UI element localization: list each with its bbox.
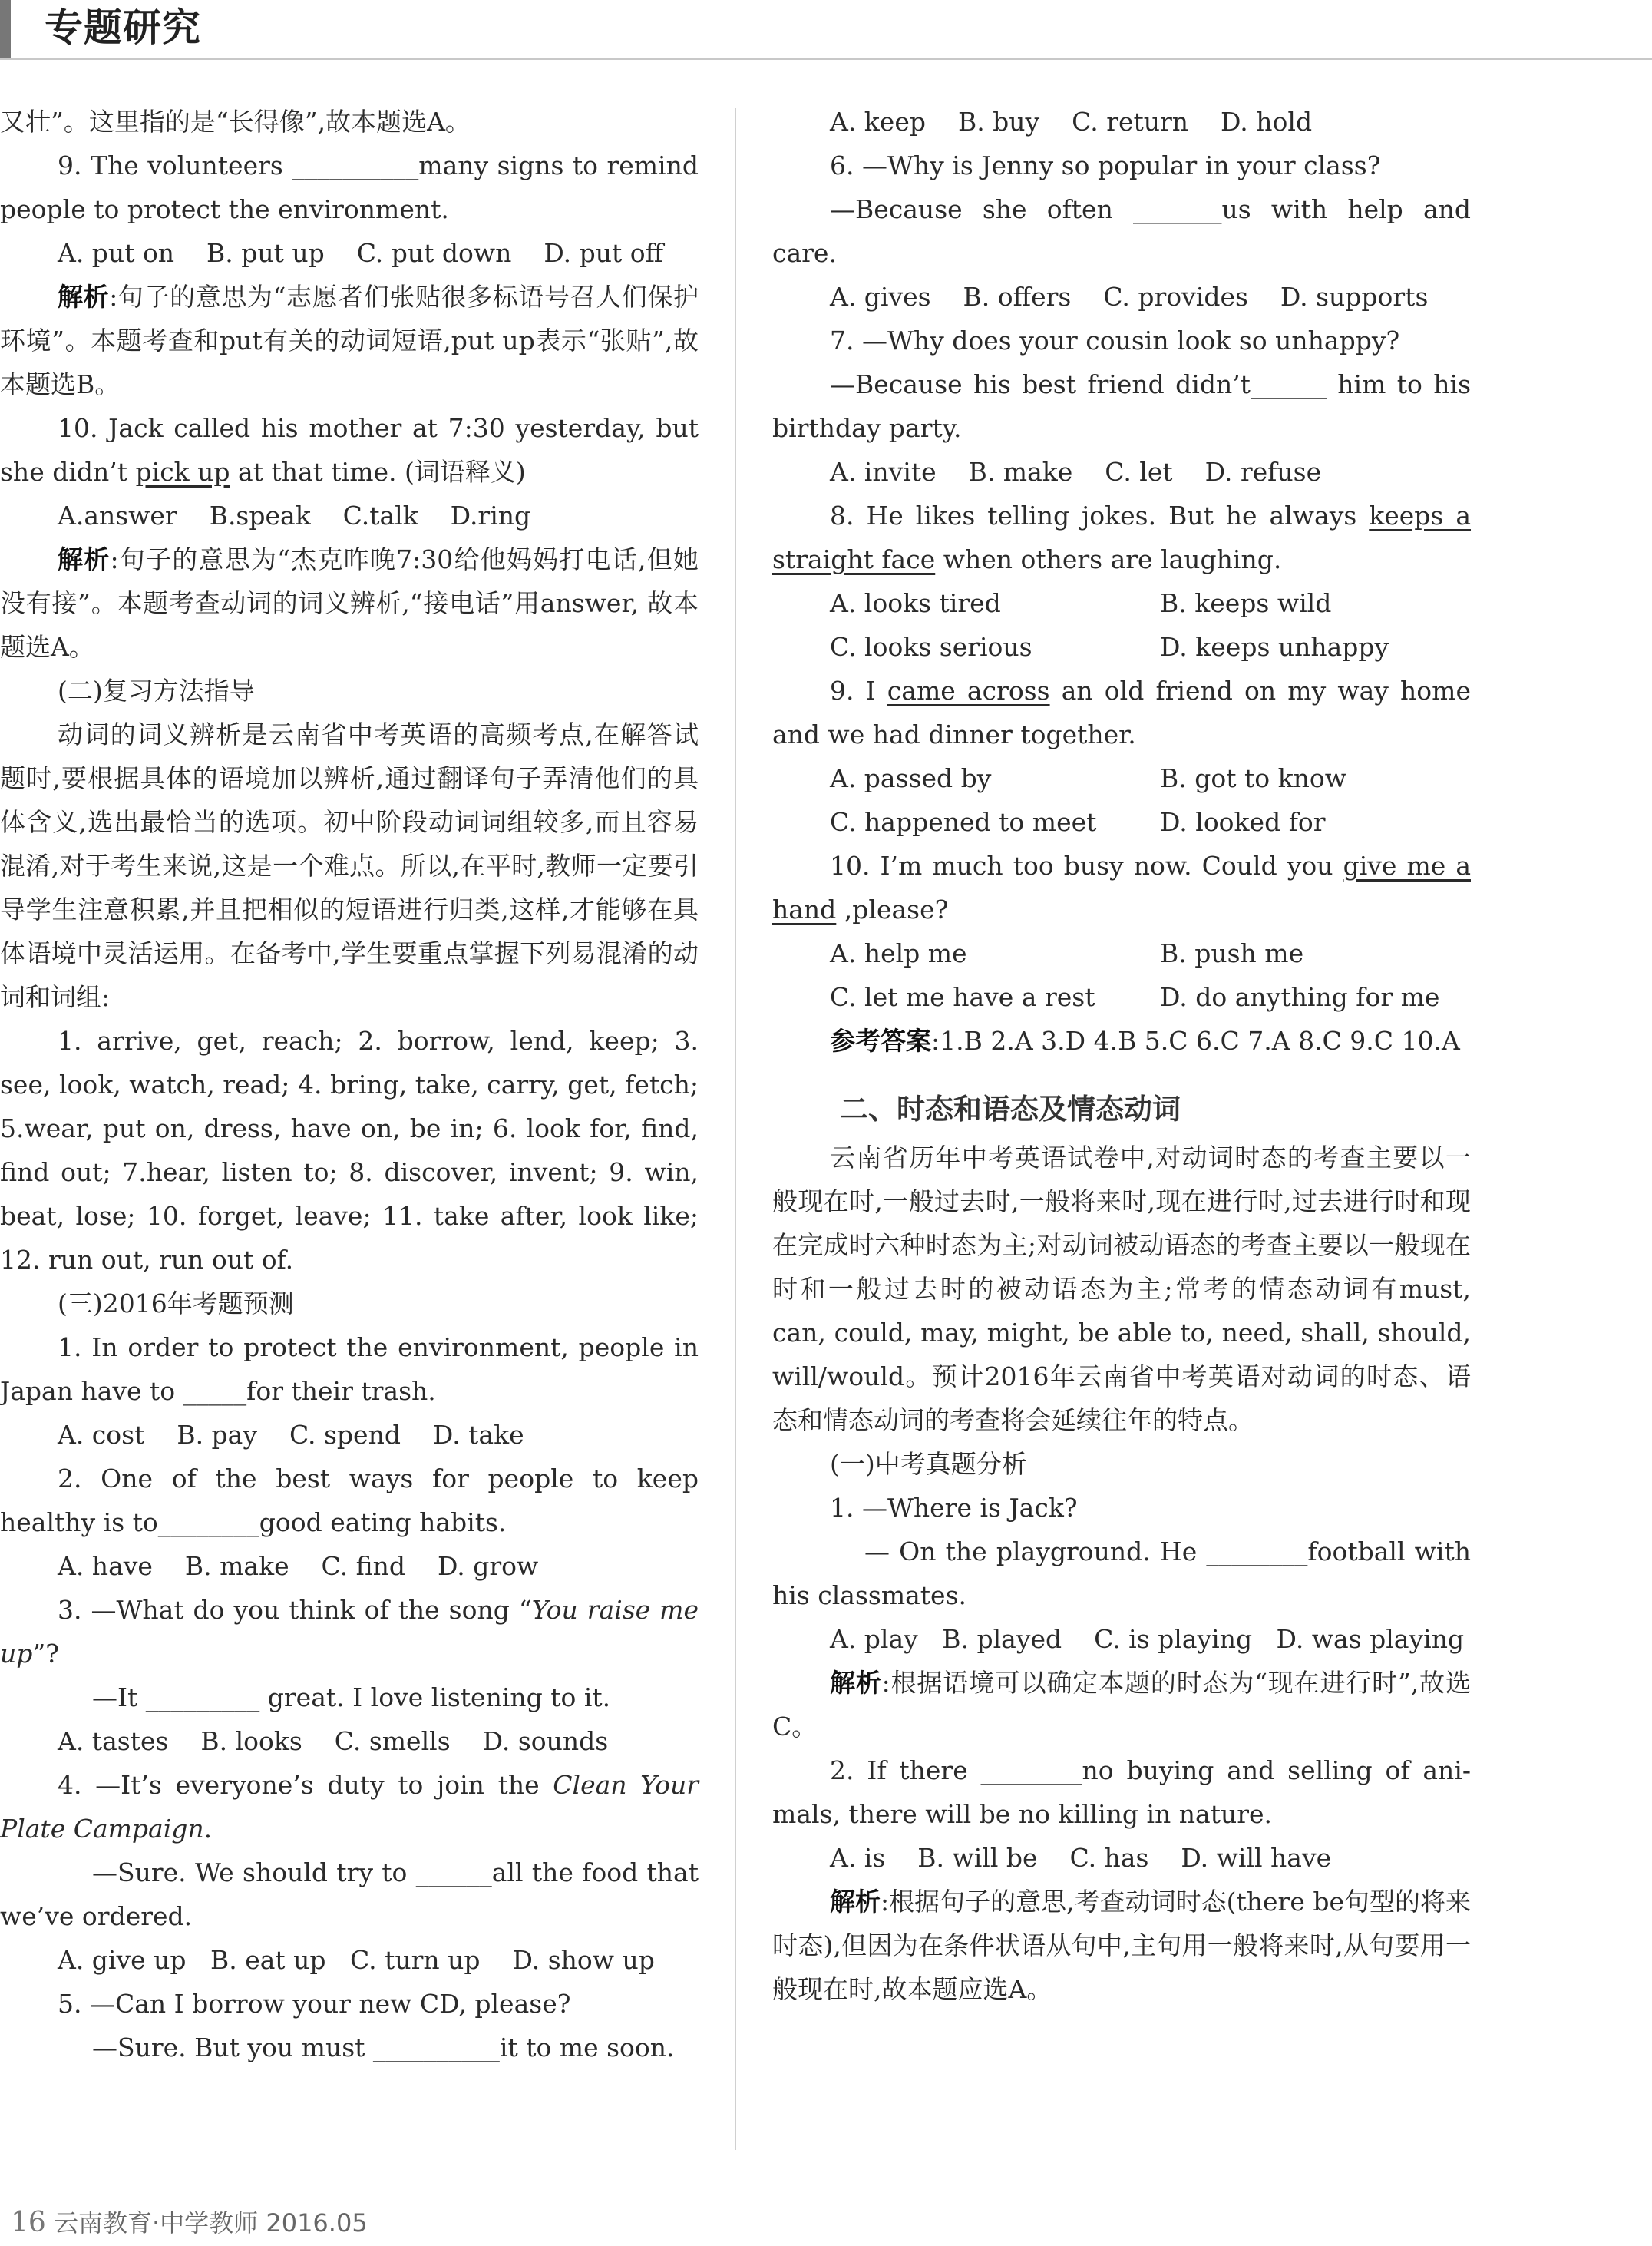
analysis-label: 解析 — [830, 1668, 882, 1698]
journal-name: 云南教育·中学教师 — [53, 2208, 259, 2238]
question-text: ”? — [32, 1639, 59, 1669]
italic-title: You raise me up — [0, 1595, 699, 1669]
underlined-phrase: give me a hand — [772, 851, 1471, 925]
subsection-heading: (三)2016年考题预测 — [58, 1288, 294, 1318]
options: A. gives B. offers C. provides D. supports — [830, 282, 1429, 312]
question: —Sure. But you must __________it to me soon. — [92, 2033, 675, 2062]
analysis-text: 句子的意思为“杰克昨晚7:30给他妈妈打电话,但她没有接”。本题考查动词的词义辨析,“接电话”用answer, 故本题选A。 — [0, 544, 699, 662]
question: 2. If there ________no buying and selling of ani-mals, there will be no killing in nature. — [772, 1755, 1471, 1829]
label-sep: : — [881, 1887, 890, 1917]
option: D. keeps unhappy — [1160, 632, 1389, 662]
question — [772, 844, 1471, 931]
question: —Because his best friend didn’t______ him to his birthday party. — [772, 369, 1471, 443]
page-footer — [11, 2204, 368, 2239]
options: A. cost B. pay C. spend D. take — [58, 1420, 524, 1450]
underlined-phrase: keeps a straight face — [772, 501, 1472, 574]
question: 2. One of the best ways for people to keep healthy is to________good eating habits. — [0, 1464, 699, 1537]
options-grid — [772, 931, 1471, 1019]
option: B. keeps wild — [1160, 588, 1332, 618]
question — [0, 1763, 699, 1851]
option: A. help me — [830, 938, 967, 968]
issue-date: 2016.05 — [266, 2208, 368, 2238]
question: 1. In order to protect the environment, people in Japan have to _____for their trash. — [0, 1332, 699, 1406]
label-sep: : — [110, 544, 119, 574]
column-divider — [735, 108, 736, 2150]
question — [0, 1588, 699, 1675]
paragraph: 又壮”。这里指的是“长得像”,故本题选A。 — [0, 107, 471, 137]
option: D. do anything for me — [1160, 982, 1440, 1012]
question-text: at that time. (词语释义) — [230, 457, 526, 487]
option: A. looks tired — [830, 588, 1001, 618]
option: B. got to know — [1160, 763, 1346, 793]
analysis — [772, 1661, 1471, 1748]
analysis-label: 解析 — [830, 1887, 881, 1917]
option: A. passed by — [830, 763, 992, 793]
section-title: 专题研究 — [45, 5, 201, 50]
options: A. is B. will be C. has D. will have — [830, 1843, 1332, 1873]
question-text: 10. I’m much too busy now. Could you — [830, 851, 1343, 881]
question-text: 9. I — [830, 676, 887, 706]
question: 6. —Why is Jenny so popular in your class? — [830, 151, 1381, 180]
analysis-text: 根据语境可以确定本题的时态为“现在进行时”,故选C。 — [772, 1668, 1472, 1742]
paragraph: 动词的词义辨析是云南省中考英语的高频考点,在解答试题时,要根据具体的语境加以辨析,通过翻译句子弄清他们的具体含义,选出最恰当的选项。初中阶段动词词组较多,而且容易混淆,对于考生来说,这是一个难点。所以,在平时,教师一定要引导学生注意积累,并且把相似的短语进行归类,这样,才能够在具体语境中灵活运用。在备考中,学生要重点掌握下列易混淆的动词和词组: — [0, 719, 699, 1012]
label-sep: : — [109, 282, 118, 312]
analysis-label: 解析 — [58, 282, 110, 312]
analysis-label: 解析 — [58, 544, 111, 574]
option: C. looks serious — [830, 632, 1032, 662]
question: —It _________ great. I love listening to it. — [92, 1682, 611, 1712]
question: 5. —Can I borrow your new CD, please? — [58, 1989, 571, 2019]
analysis — [772, 1880, 1471, 2011]
paragraph: 云南省历年中考英语试卷中,对动词时态的考查主要以一般现在时,一般过去时,一般将来时,现在进行时,过去进行时和现在完成时六种时态为主;对动词被动语态的考查主要以一般现在时和一般过去时的被动语态为主;常考的情态动词有must, can, could, may, might, be able to, need, shall, should, will/would。预计2016年云南省中考英语对动词的时态、语态和情态动词的考查将会延续往年的特点。 — [772, 1143, 1471, 1435]
paragraph: 1. arrive, get, reach; 2. borrow, lend, keep; 3. see, look, watch, read; 4. bring, take, carry, get, fetch; 5.wear, put on, dress, have on, be in; 6. look for, find, find out; 7.hear, listen to; 8. discover, invent; 9. win, beat, lose; 10. forget, leave; 11. take after, look like; 12. run out, run out of. — [0, 1026, 699, 1275]
label-sep: : — [881, 1668, 890, 1698]
question-text: 8. He likes telling jokes. But he always — [830, 501, 1370, 531]
options: A. invite B. make C. let D. refuse — [830, 457, 1322, 487]
options: A. keep B. buy C. return D. hold — [830, 107, 1313, 137]
option: D. looked for — [1160, 807, 1326, 837]
options: A. play B. played C. is playing D. was playing — [830, 1624, 1465, 1654]
answer-key-label: 参考答案 — [830, 1026, 931, 1056]
answer-key — [772, 1019, 1471, 1063]
page-number: 16 — [11, 2207, 46, 2238]
right-column — [772, 100, 1471, 2011]
options: A. give up B. eat up C. turn up D. show up — [58, 1945, 655, 1975]
question-text: when others are laughing. — [935, 544, 1282, 574]
underlined-phrase: pick up — [135, 457, 230, 487]
analysis — [0, 275, 699, 406]
left-column — [0, 100, 699, 2069]
options: A. tastes B. looks C. smells D. sounds — [58, 1726, 609, 1756]
question-text: 4. —It’s everyone’s duty to join the — [58, 1770, 553, 1800]
page-header — [0, 0, 1652, 61]
analysis-text: 句子的意思为“志愿者们张贴很多标语号召人们保护环境”。本题考查和put有关的动词短语,put up表示“张贴”,故本题选B。 — [0, 282, 699, 399]
option: B. push me — [1160, 938, 1304, 968]
question: —Because she often _______us with help and care. — [772, 194, 1471, 268]
question-text: . — [203, 1814, 213, 1844]
question-text: an old friend on my way home and we had dinner together. — [772, 676, 1471, 749]
options-grid — [772, 581, 1471, 669]
subsection-heading: (二)复习方法指导 — [58, 676, 255, 706]
question — [772, 669, 1471, 756]
options: A.answer B.speak C.talk D.ring — [58, 501, 531, 531]
question-text: ,please? — [836, 895, 949, 925]
question-text: 3. —What do you think of the song “ — [58, 1595, 532, 1625]
options-grid — [772, 756, 1471, 844]
analysis-text: 根据句子的意思,考查动词时态(there be句型的将来时态),但因为在条件状语从句中,主句用一般将来时,从句要用一般现在时,故本题应选A。 — [772, 1887, 1472, 2004]
question — [0, 406, 699, 494]
italic-title: Clean Your Plate Campaign — [0, 1770, 699, 1844]
section-heading: 二、时态和语态及情态动词 — [840, 1093, 1181, 1126]
options: A. have B. make C. find D. grow — [58, 1551, 539, 1581]
options: A. put on B. put up C. put down D. put off — [58, 238, 664, 268]
question: —Sure. We should try to ______all the food that we’ve ordered. — [0, 1857, 699, 1931]
option: C. let me have a rest — [830, 982, 1095, 1012]
header-accent-bar — [0, 0, 11, 60]
question: 1. —Where is Jack? — [830, 1493, 1078, 1523]
question-text: 10. Jack called his mother at 7:30 yesterday, but she didn’t — [0, 413, 699, 487]
subsection-heading: (一)中考真题分析 — [830, 1449, 1027, 1479]
analysis — [0, 538, 699, 669]
underlined-phrase: came across — [887, 676, 1050, 706]
question: 9. The volunteers __________many signs to remind people to protect the environment. — [0, 151, 699, 224]
header-rule — [0, 58, 1652, 60]
answer-key-text: :1.B 2.A 3.D 4.B 5.C 6.C 7.A 8.C 9.C 10.A — [931, 1026, 1460, 1056]
question: 7. —Why does your cousin look so unhappy? — [830, 326, 1400, 356]
question — [772, 494, 1471, 581]
option: C. happened to meet — [830, 807, 1097, 837]
question: — On the playground. He ________football with his classmates. — [772, 1536, 1471, 1610]
